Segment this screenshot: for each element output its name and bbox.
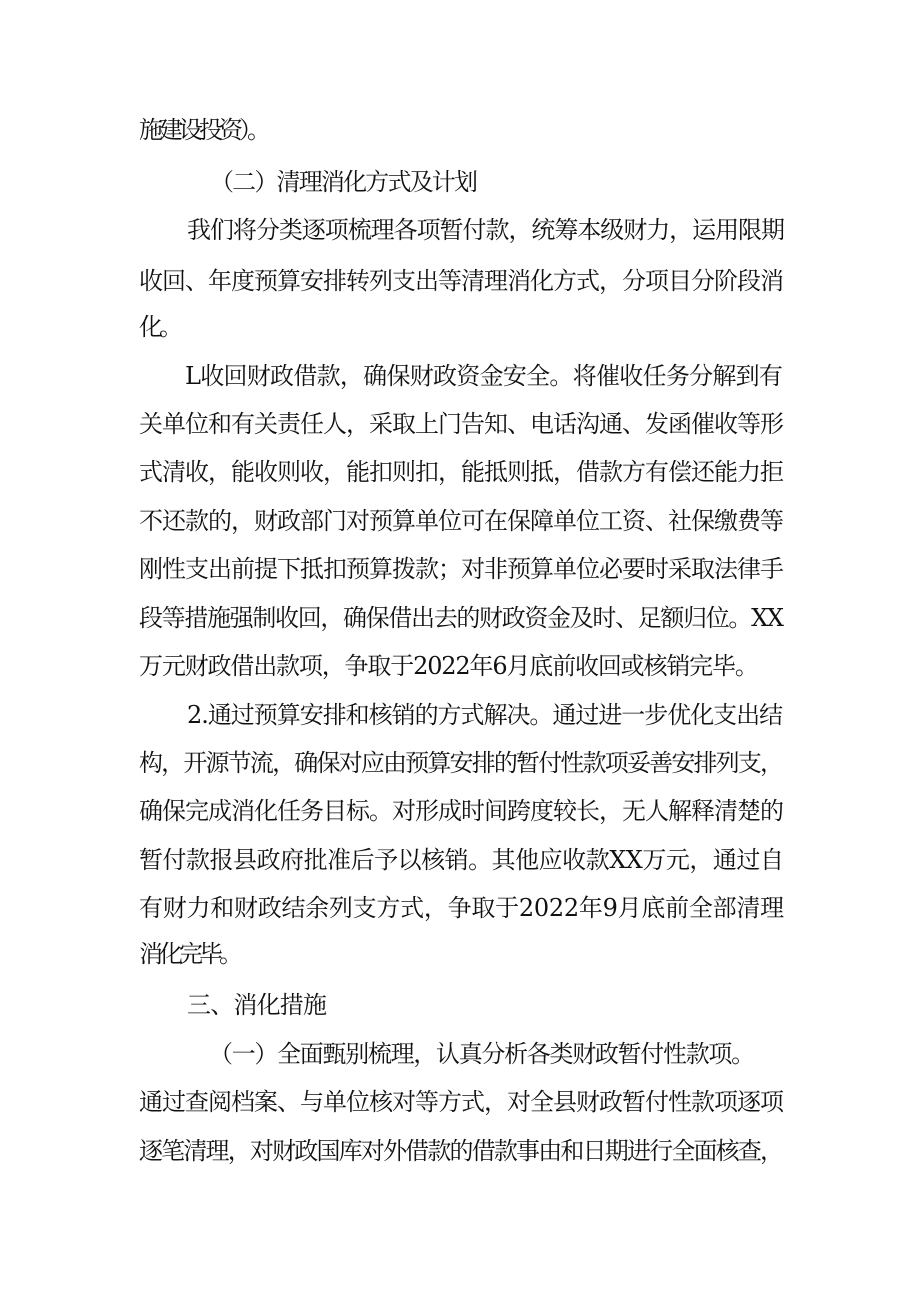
text-line <box>0 106 920 154</box>
line-text: 2.通过预算安排和核销的方式解决。通过进一步优化支出结 <box>187 701 783 729</box>
line-text: 万元财政借出款项，争取于2022年6月底前收回或核销完毕。 <box>139 652 758 680</box>
text-line <box>0 981 920 1029</box>
line-text: 收回、年度预算安排转列支出等清理消化方式，分项目分阶段消 <box>139 267 783 295</box>
line-text: 暂付款报县政府批准后予以核销。其他应收款XX万元，通过自 <box>139 846 784 874</box>
text-line <box>0 352 920 400</box>
line-text: 我们将分类逐项梳理各项暂付款，统筹本级财力，运用限期 <box>187 216 784 244</box>
line-text: 不还款的，财政部门对预算单位可在保障单位工资、社保缴费等 <box>139 507 783 535</box>
text-line <box>0 930 920 978</box>
text-line <box>0 594 920 642</box>
text-line <box>0 303 920 351</box>
line-text: 消化完毕。 <box>139 940 239 968</box>
text-line <box>0 884 920 932</box>
line-text: 式清收，能收则收，能扣则扣，能抵则抵，借款方有偿还能力拒 <box>139 458 783 486</box>
line-text: 三、消化措施 <box>187 991 327 1019</box>
text-line <box>0 787 920 835</box>
text-line <box>0 257 920 305</box>
text-line <box>0 836 920 884</box>
text-line <box>0 642 920 690</box>
text-line <box>0 448 920 496</box>
line-text: 化。 <box>139 313 179 341</box>
text-line <box>0 691 920 739</box>
text-line <box>0 497 920 545</box>
text-line <box>0 206 920 254</box>
text-line <box>0 1127 920 1175</box>
text-line <box>0 400 920 448</box>
line-text: 施建设投资）。 <box>139 116 267 144</box>
line-text: 确保完成消化任务目标。对形成时间跨度较长，无人解释清楚的 <box>139 797 783 825</box>
line-text: 逐笔清理，对财政国库对外借款的借款事由和日期进行全面核查， <box>139 1137 783 1165</box>
text-line <box>0 1030 920 1078</box>
line-text: 关单位和有关责任人，采取上门告知、电话沟通、发函催收等形 <box>139 410 783 438</box>
text-line <box>0 739 920 787</box>
line-text: 通过查阅档案、与单位核对等方式，对全县财政暂付性款项逐项 <box>139 1088 783 1116</box>
line-text: （二）清理消化方式及计划 <box>210 168 477 196</box>
text-line <box>0 1078 920 1126</box>
line-text: 段等措施强制收回，确保借出去的财政资金及时、足额归位。XX <box>139 604 783 632</box>
line-text: 构，开源节流，确保对应由预算安排的暂付性款项妥善安排列支， <box>139 749 783 777</box>
line-text: 有财力和财政结余列支方式，争取于2022年9月底前全部清理 <box>139 894 784 922</box>
line-text: （一）全面甄别梳理，认真分析各类财政暂付性款项。 <box>209 1040 754 1068</box>
line-text: 刚性支出前提下抵扣预算拨款；对非预算单位必要时采取法律手 <box>139 555 783 583</box>
text-line <box>0 158 920 206</box>
line-text: L收回财政借款，确保财政资金安全。将催收任务分解到有 <box>185 362 783 390</box>
text-line <box>0 545 920 593</box>
